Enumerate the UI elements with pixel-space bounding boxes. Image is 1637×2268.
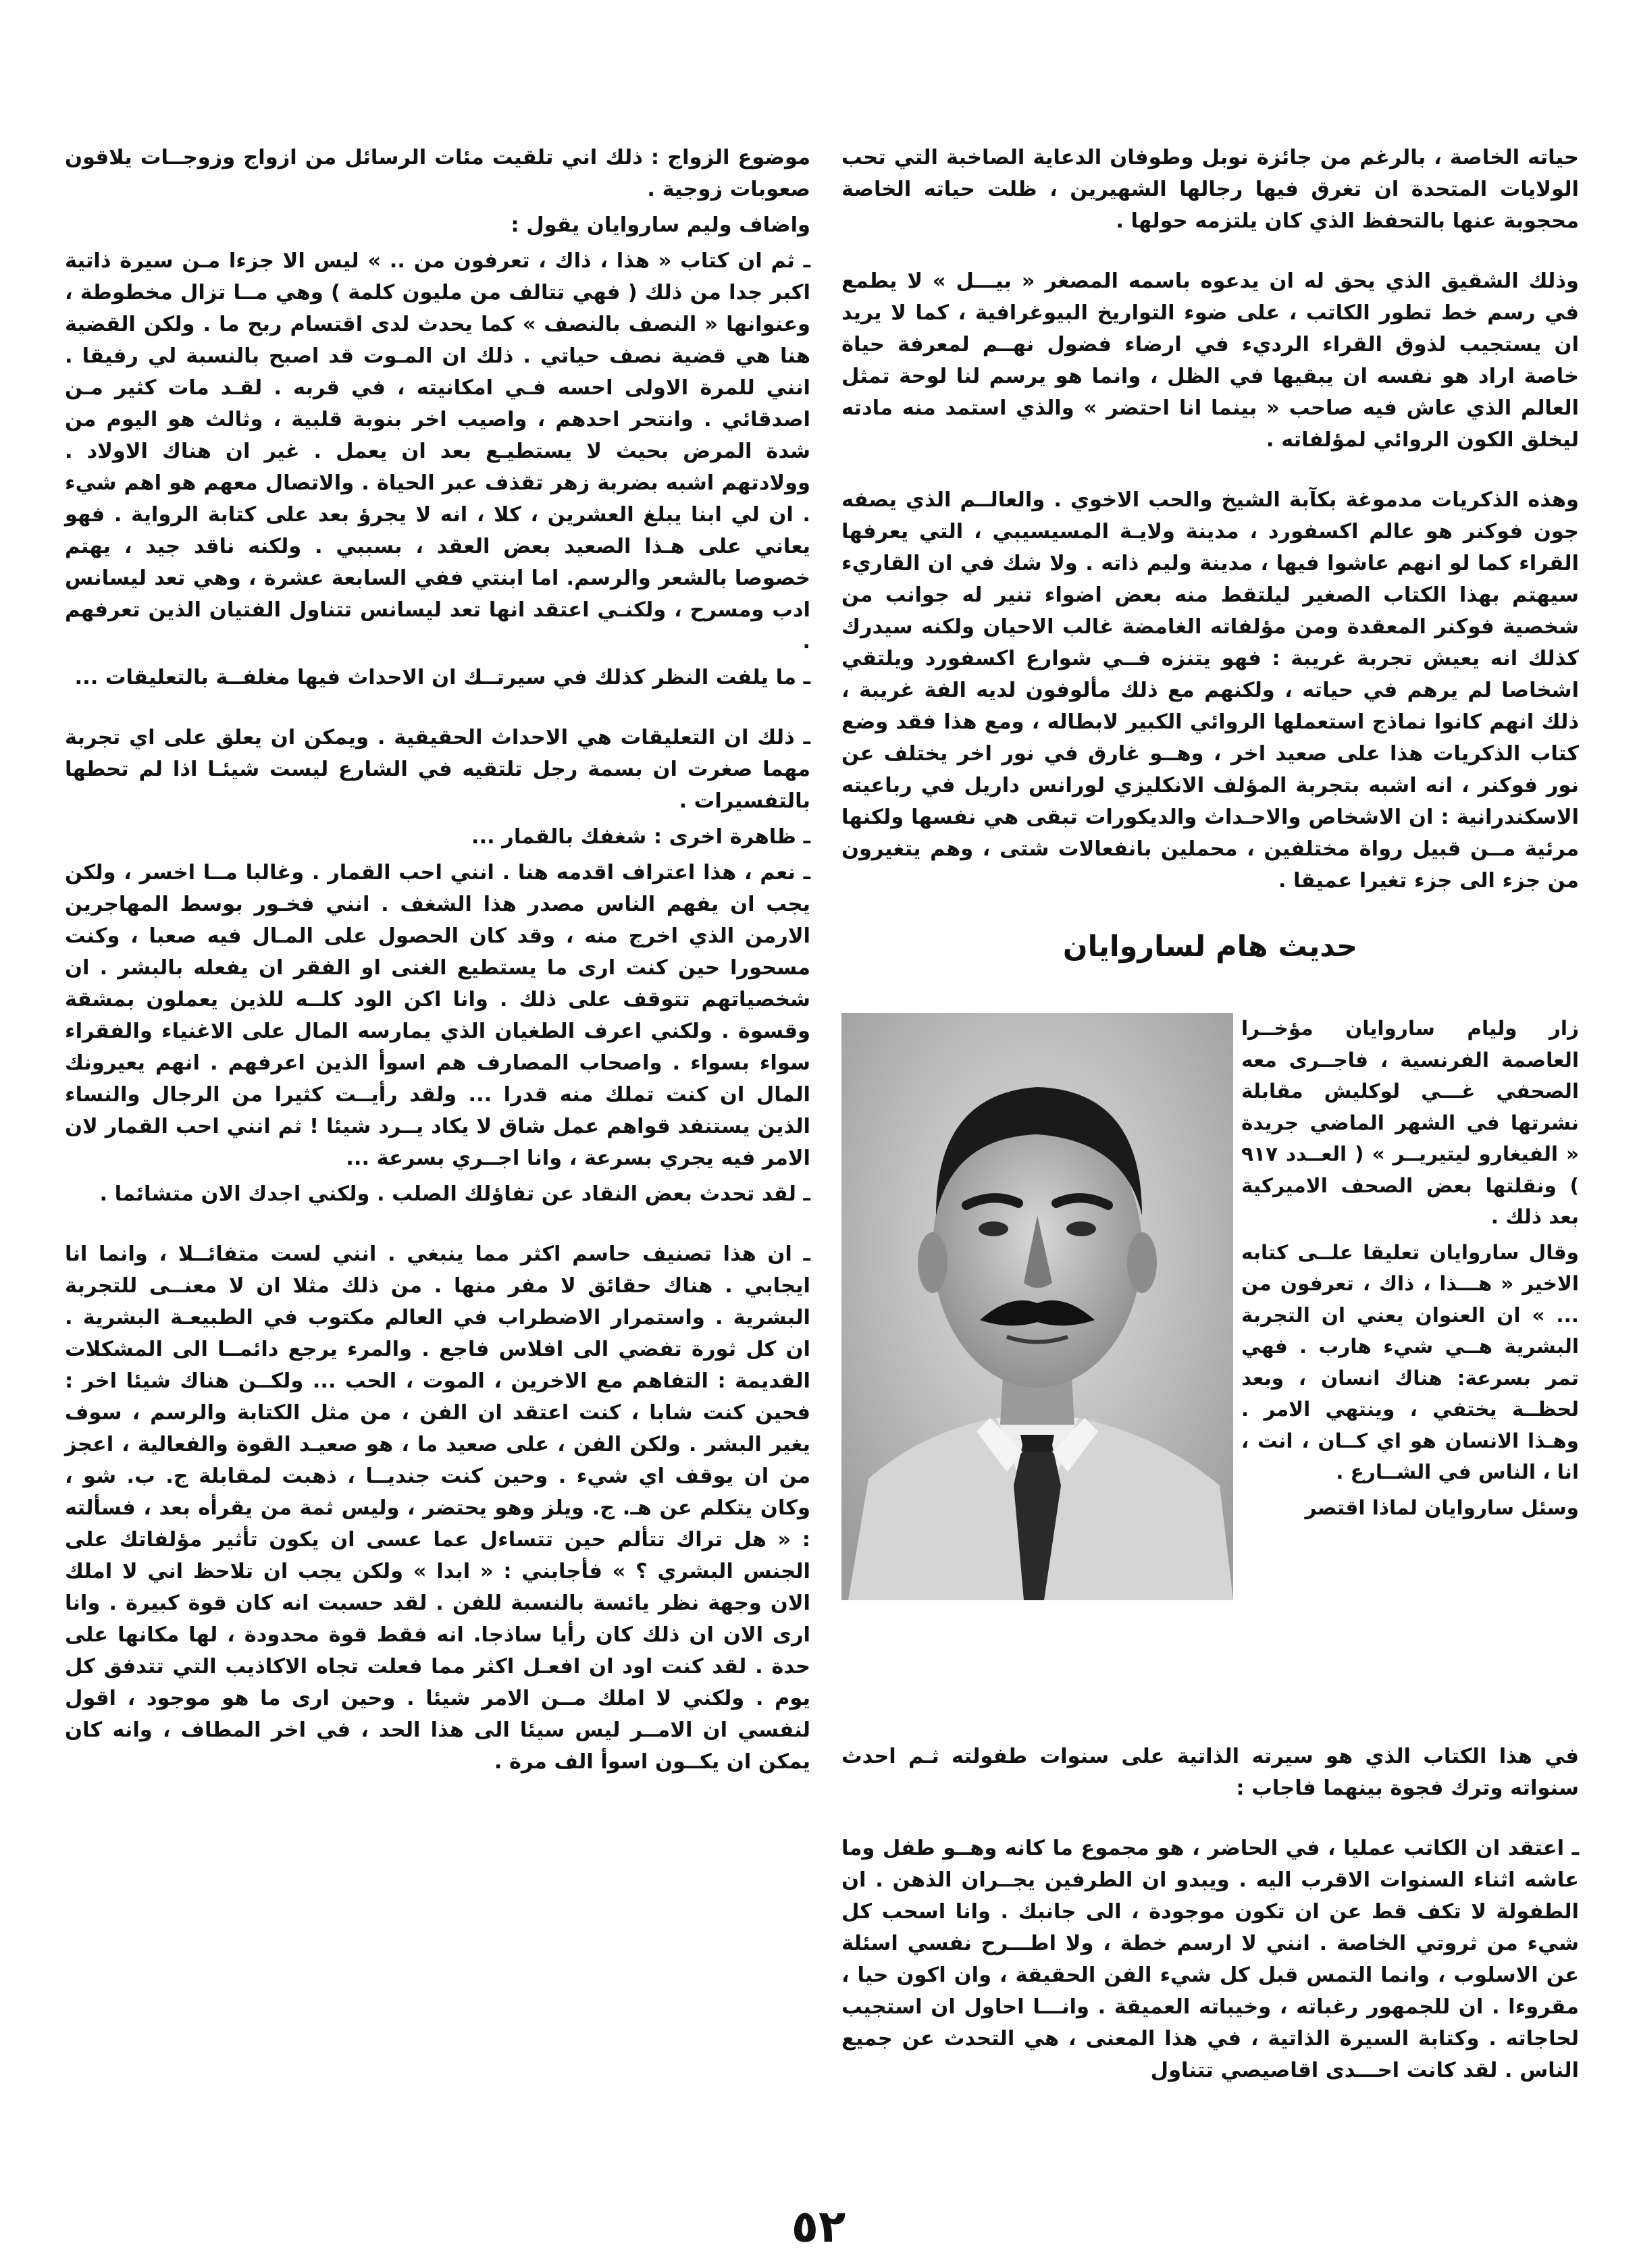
right-column bbox=[841, 142, 1579, 2090]
paragraph: وقال ساروايان تعليقا علــى كتابه الاخير « هـــذا ، ذاك ، تعرفون من ... » ان العنوان يعني ان التجربة البشرية هــي شيء هارب . فهي تمر بسرعة: هناك انسان ، وبعد لحظــة يختفي ، وينتهي الامر . وهـذا الانسان هو اي كــان ، انت ، انا ، الناس في الشــارع . bbox=[1241, 1240, 1579, 1483]
page-number: ٥٢ bbox=[791, 2200, 846, 2252]
interview-continuation bbox=[841, 1741, 1579, 2086]
paragraph: وهذه الذكريات مدموغة بكآبة الشيخ والحب الاخوي . والعالــم الذي يصفه جون فوكنر هو عالم اكسفورد ، مدينة ولايـة المسيسيبي ، التي يعرفها القراء كما لو انهم عاشوا فيها ، مدينة وليم ذاته . ولا شك في ان القاريء سيهتم بهذا الكتاب الصغير ليلتقط منه بعض اضواء تنير له جوانب من شخصية فوكنر المعقدة ومن مؤلفاته الغامضة غالب الاحيان ولكنه سيدرك كذلك انه يعيش تجربة غريبة : فهو يتنزه فــي شوارع اكسفورد ويلتقي اشخاصا لم يرهم في حياته ، ولكنهم مع ذلك مألوفون لديه الفة غريبة ، ذلك انهم كانوا نماذج استعملها الروائي الكبير لابطاله ، ومع هذا فقد وضع كتاب الذكريات هذا على صعيد اخر ، وهــو غارق في نور اخر يختلف عن نور فوكنر ، انه اشبه بتجربة المؤلف الانكليزي لورانس داريل في رباعيته الاسكندرانية : ان الاشخاص والاحـداث والديكورات تبقى هي نفسها ولكنها مرئية مــن قبيل رواة مختلفين ، محملين بانفعالات شتى ، وهم يتغيرون من جزء الى جزء تغيرا عميقا . bbox=[841, 488, 1579, 893]
paragraph: ـ اعتقد ان الكاتب عمليا ، في الحاضر ، هو مجموع ما كانه وهــو طفل وما عاشه اثناء السنوات الاقرب اليه . ويبدو ان الطرفين يجــران الذهن . ان الطفولة لا تكف قط عن ان تكون موجودة ، الى جانبك . وانا اسحب كل شيء من ثروتي الخاصة . انني لا ارسم خطة ، ولا اطـــرح نفسي اسئلة عن الاسلوب ، وانما التمس قبل كل شيء الفن الحقيقة ، وان اكون حيا ، مقروءا . ان للجمهور رغباته ، وخيباته العميقة . وانـــا احاول ان استجيب لحاجاته . وكتابة السيرة الذاتية ، في هذا المعنى ، هي التحدث عن جميع الناس . لقد كانت احـــدى اقاصيصي تتناول bbox=[841, 1837, 1579, 2082]
author-portrait bbox=[841, 1013, 1233, 1600]
paragraph: وذلك الشقيق الذي يحق له ان يدعوه باسمه المصغر « بيـــل » لا يطمع في رسم خط تطور الكاتب ، على ضوء التواريخ البيوغرافية ، كما لا يريد ان يستجيب لذوق القراء الرديء في ارضاء فضول نهــم لمعرفة حياة خاصة اراد هو نفسه ان يبقيها في الظل ، وانما هو يرسم لنا لوحة تمثل العالم الذي عاش فيه صاحب « بينما انا احتضر » والذي استمد منه مادته ليخلق الكون الروائي لمؤلفاته . bbox=[841, 269, 1579, 452]
left-column bbox=[65, 142, 810, 1782]
interview-intro bbox=[841, 1013, 1579, 1735]
paragraph: حياته الخاصة ، بالرغم من جائزة نوبل وطوفان الدعاية الصاخبة التي تحب الولايات المتحدة ان تغرق فيها رجالها الشهيرين ، ظلت حياته الخاصة محجوبة عنها بالتحفظ الذي كان يلتزمه حولها . bbox=[841, 146, 1579, 233]
paragraph: زار وليام ساروايان مؤخــرا العاصمة الفرنسية ، فاجــرى معه الصحفي غـــي لوكليش مقابلة نشرتها في الشهر الماضي جريدة « الفيغارو ليتيريــر » ( العــدد ٩١٧ ) ونقلتها بعض الصحف الاميركية بعد ذلك . bbox=[1241, 1017, 1579, 1228]
paragraph: ـ ذلك ان التعليقات هي الاحداث الحقيقية . ويمكن ان يعلق على اي تجربة مهما صغرت ان بسمة رجل تلتقيه في الشارع ليست شيئـا اذا لم تحطها بالتفسيرات . bbox=[65, 726, 810, 813]
paragraph: ـ ثم ان كتاب « هذا ، ذاك ، تعرفون من .. » ليس الا جزءا مـن سيرة ذاتية اكبر جدا من ذلك ( فهي تتالف من مليون كلمة ) وهي مــا تزال مخطوطة ، وعنوانها « النصف بالنصف » كما يحدث لدى اقتسام ربح ما . ولكن القضية هنا هي قضية نصف حياتي . ذلك ان المـوت قد اصبح بالنسبة لي رفيقا . انني للمرة الاولى احسه فـي امكانيته ، في قربه . لقـد مات كثير مـن اصدقائي . وانتحر احدهم ، واصيب اخر بنوبة قلبية ، وثالث هو اليوم من شدة المرض بحيث لا يستطيـع بعد ان يعمل . غير ان هناك الاولاد . وولادتهم اشبه بضربة زهر تقذف عبر الحياة . والاتصال معهم هو اهم شيء . ان لي ابنا يبلغ العشرين ، كلا ، انه لا يجرؤ بعد على كتابة الرواية . فهو يعاني على هـذا الصعيد بعض العقد ، بسببي . ولكنه ناقد جيد ، يهتم خصوصا بالشعر والرسم. اما ابنتي ففي السابعة عشرة ، وهي تعد ليسانس ادب ومسرح ، ولكنـي اعتقد انها تعد ليسانس تتناول الفتيان الذين تعرفهم . bbox=[65, 249, 810, 654]
section-heading: حديث هام لساروايان bbox=[1062, 930, 1358, 964]
paragraph: ـ نعم ، هذا اعتراف اقدمه هنا . انني احب القمار . وغالبا مــا اخسر ، ولكن يجب ان يفهم الناس مصدر هذا الشغف . انني فخـور بوسط المهاجرين الارمن الذي اخرج منه ، وقد كان الحصول على المـال فيه صعبا ، وكنت مسحورا حين كنت ارى ما يستطيع الغنى او الفقر ان يفعله بالبشر . ان شخصياتهم تتوقف على ذلك . وانا اكن الود كلــه للذين يعملون بمشقة وقسوة . ولكني اعرف الطغيان الذي يمارسه المال على الاغنياء والفقراء سواء بسواء . واصحاب المصارف هم اسوأ الذين اعرفهم . انهم يعيرونك المال ان كنت تملك منه قدرا ... ولقد رأيــت كثيرا من الرجال والنساء الذين يستنفد قواهم عمل شاق لا يكاد يــرد شيئا ! ثم انني احب القمار لان الامر فيه يجري بسرعة ، وانا اجــري بسرعة ... bbox=[65, 861, 810, 1170]
paragraph: وسئل ساروايان لماذا اقتصر bbox=[1305, 1496, 1579, 1519]
paragraph: في هذا الكتاب الذي هو سيرته الذاتية على سنوات طفولته ثـم احدث سنواته وترك فجوة بينهما فاجاب : bbox=[841, 1745, 1579, 1800]
paragraph: ـ لقد تحدث بعض النقاد عن تفاؤلك الصلب . ولكني اجدك الان متشائما . bbox=[99, 1182, 810, 1206]
paragraph: ـ ما يلفت النظر كذلك في سيرتــك ان الاحداث فيها مغلفــة بالتعليقات ... bbox=[74, 666, 810, 689]
portrait-illustration bbox=[841, 1013, 1233, 1600]
paragraph: ـ ظاهرة اخرى : شغفك بالقمار ... bbox=[471, 825, 810, 849]
paragraph: واضاف وليم ساروايان يقول : bbox=[511, 213, 810, 237]
paragraph: ـ ان هذا تصنيف حاسم اكثر مما ينبغي . انني لست متفائــلا ، وانما انا ايجابي . هناك حقائق لا مفر منها . من ذلك مثلا ان لا معنــى للتجربة البشرية . واستمرار الاضطراب في العالم مكتوب في الطبيعـة البشرية . ان كل ثورة تفضي الى افلاس فاجع . والمرء يرجع دائمــا الى المشكلات القديمة : التفاهم مع الاخرين ، الموت ، الحب ... ولكــن هناك شيئا اخر : فحين كنت شابا ، كنت اعتقد ان الفن ، من مثل الكتابة والرسم ، سوف يغير البشر . ولكن الفن ، على صعيد ما ، هو صعيـد القوة والفعالية ، اعجز من ان يوقف اي شيء . وحين كنت جنديــا ، ذهبت لمقابلة ج. ب. شو ، وكان يتكلم عن هـ. ج. ويلز وهو يحتضر ، وليس ثمة من يقرأه بعد ، فسألته : « هل تراك تتألم حين تتساءل عما عسى ان يكون تأثير مؤلفاتك على الجنس البشري ؟ » فأجابني : « ابدا » ولكن يجب ان تلاحظ اني لا املك الان وجهة نظر يائسة بالنسبة للفن . لقد حسبت انه كان قوة كبيرة . وانا ارى الان ان ذلك كان رأيا ساذجا. انه فقط قوة محدودة ، لها مكانها على حدة . لقد كنت اود ان افعـل اكثر مما فعلت تجاه الاكاذيب التي تتدفق كل يوم . ولكني لا املك مــن الامر شيئا . وحين ارى ما هو موجود ، اقول لنفسي ان الامــر ليس سيئا الى هذا الحد ، في اخر المطاف ، وانه كان يمكن ان يكــون اسوأ الف مرة . bbox=[65, 1242, 810, 1774]
intro-text bbox=[1241, 1013, 1579, 1527]
paragraph: موضوع الزواج : ذلك اني تلقيت مئات الرسائل من ازواج وزوجــات يلاقون صعوبات زوجية . bbox=[65, 146, 810, 201]
